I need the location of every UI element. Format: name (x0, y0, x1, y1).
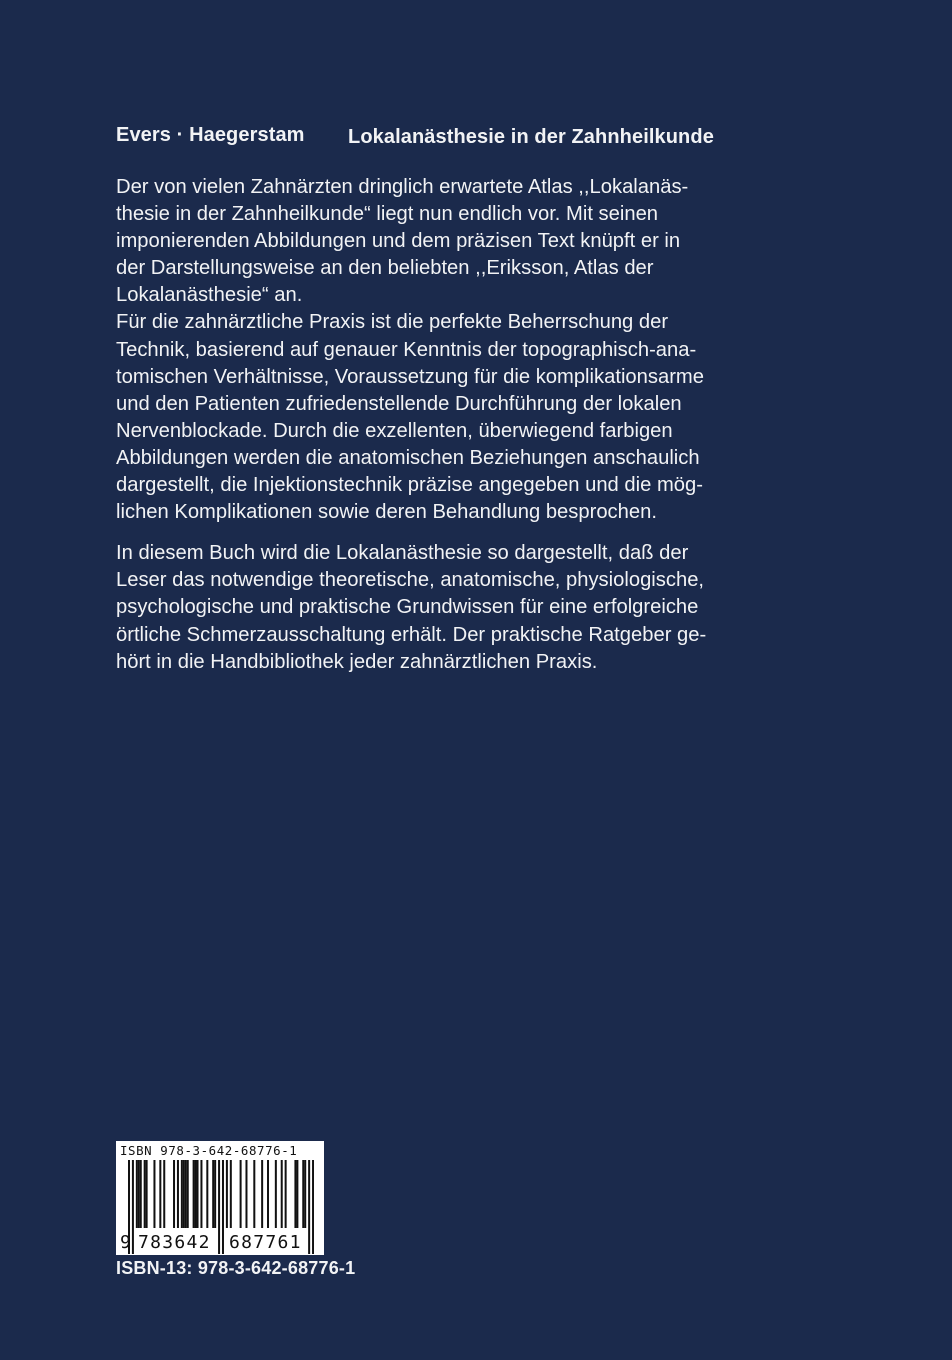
barcode-bar (296, 1160, 298, 1228)
barcode-bar (281, 1160, 283, 1228)
barcode-bar (218, 1160, 220, 1254)
text-line: thesie in der Zahnheilkunde“ liegt nun endlich vor. Mit seinen (116, 203, 659, 226)
barcode-isbn-label: ISBN 978-3-642-68776-1 (120, 1143, 298, 1158)
barcode-bar (138, 1160, 140, 1228)
text-line: dargestellt, die Injektionstechnik präzise angegeben und die mög- (116, 474, 703, 497)
text-line: tomischen Verhältnisse, Voraussetzung für die komplikationsarme (116, 365, 704, 388)
text-line: Abbildungen werden die anatomischen Beziehungen anschaulich (116, 446, 700, 469)
barcode-bar (163, 1160, 165, 1228)
barcode-bar (159, 1160, 161, 1228)
barcode-bar (212, 1160, 214, 1228)
authors: Evers · Haegerstam (116, 124, 305, 146)
barcode-bar (187, 1160, 189, 1228)
barcode-bar (173, 1160, 175, 1228)
blurb-paragraph-1 (116, 174, 796, 526)
barcode-bar (140, 1160, 142, 1228)
blurb (116, 174, 796, 676)
barcode-bar (146, 1160, 148, 1228)
text-line: In diesem Buch wird die Lokalanästhesie so dargestellt, daß der (116, 542, 689, 565)
barcode-bar (312, 1160, 314, 1254)
barcode-bar (153, 1160, 155, 1228)
barcode-bar (197, 1160, 199, 1228)
book-title: Lokalanästhesie in der Zahnheilkunde (348, 126, 714, 148)
barcode-bar (136, 1160, 138, 1228)
text-line: lichen Komplikationen sowie deren Behandlung besprochen. (116, 501, 657, 524)
barcode-bar (304, 1160, 306, 1228)
barcode-bar (302, 1160, 304, 1228)
barcode-box (116, 1141, 324, 1255)
barcode-bar (226, 1160, 228, 1228)
text-line: Leser das notwendige theoretische, anatomische, physiologische, (116, 569, 705, 592)
barcode-bar (177, 1160, 179, 1228)
text-line: und den Patienten zufriedenstellende Durchführung der lokalen (116, 392, 682, 415)
barcode-bar (222, 1160, 224, 1254)
barcode-bar (253, 1160, 255, 1228)
barcode-bar (185, 1160, 187, 1228)
barcode-bar (181, 1160, 183, 1228)
barcode-bar (261, 1160, 263, 1228)
barcode-right-digits: 687761 (229, 1232, 302, 1253)
barcode-bar (285, 1160, 287, 1228)
barcode-bar (214, 1160, 216, 1228)
barcode-first-digit: 9 (120, 1232, 131, 1253)
text-line: Lokalanästhesie“ an. (116, 284, 303, 307)
text-line: Der von vielen Zahnärzten dringlich erwartete Atlas ,,Lokalanäs- (116, 176, 689, 198)
barcode-bar (230, 1160, 232, 1228)
isbn-13: ISBN-13: 978-3-642-68776-1 (116, 1258, 356, 1278)
barcode-bar (294, 1160, 296, 1228)
paragraph-gap (116, 526, 796, 540)
text-line: Technik, basierend auf genauer Kenntnis der topographisch-ana- (116, 338, 697, 361)
barcode-bar (195, 1160, 197, 1228)
barcode-bar (144, 1160, 146, 1228)
barcode-bar (132, 1160, 134, 1254)
barcode-bar (206, 1160, 208, 1228)
barcode-bar (193, 1160, 195, 1228)
barcode-bar (275, 1160, 277, 1228)
barcode-bar (308, 1160, 310, 1254)
text-line: Für die zahnärztliche Praxis ist die perfekte Beherrschung der (116, 311, 669, 334)
barcode-bar (245, 1160, 247, 1228)
barcode-bar (240, 1160, 242, 1228)
text-line: psychologische und praktische Grundwissen für eine erfolgreiche (116, 596, 699, 619)
text-line: örtliche Schmerzausschaltung erhält. Der praktische Ratgeber ge- (116, 623, 707, 646)
text-line: hört in die Handbibliothek jeder zahnärztlichen Praxis. (116, 650, 598, 673)
text-line: Nervenblockade. Durch die exzellenten, überwiegend farbigen (116, 419, 673, 442)
text-line: imponierenden Abbildungen und dem präzisen Text knüpft er in (116, 230, 681, 253)
barcode-bar (267, 1160, 269, 1228)
text-line: der Darstellungsweise an den beliebten ,,Eriksson, Atlas der (116, 257, 654, 280)
blurb-paragraph-2 (116, 540, 796, 675)
barcode-bar (200, 1160, 202, 1228)
barcode-left-digits: 783642 (138, 1232, 211, 1253)
barcode-bar (183, 1160, 185, 1228)
cover-header (116, 124, 816, 154)
